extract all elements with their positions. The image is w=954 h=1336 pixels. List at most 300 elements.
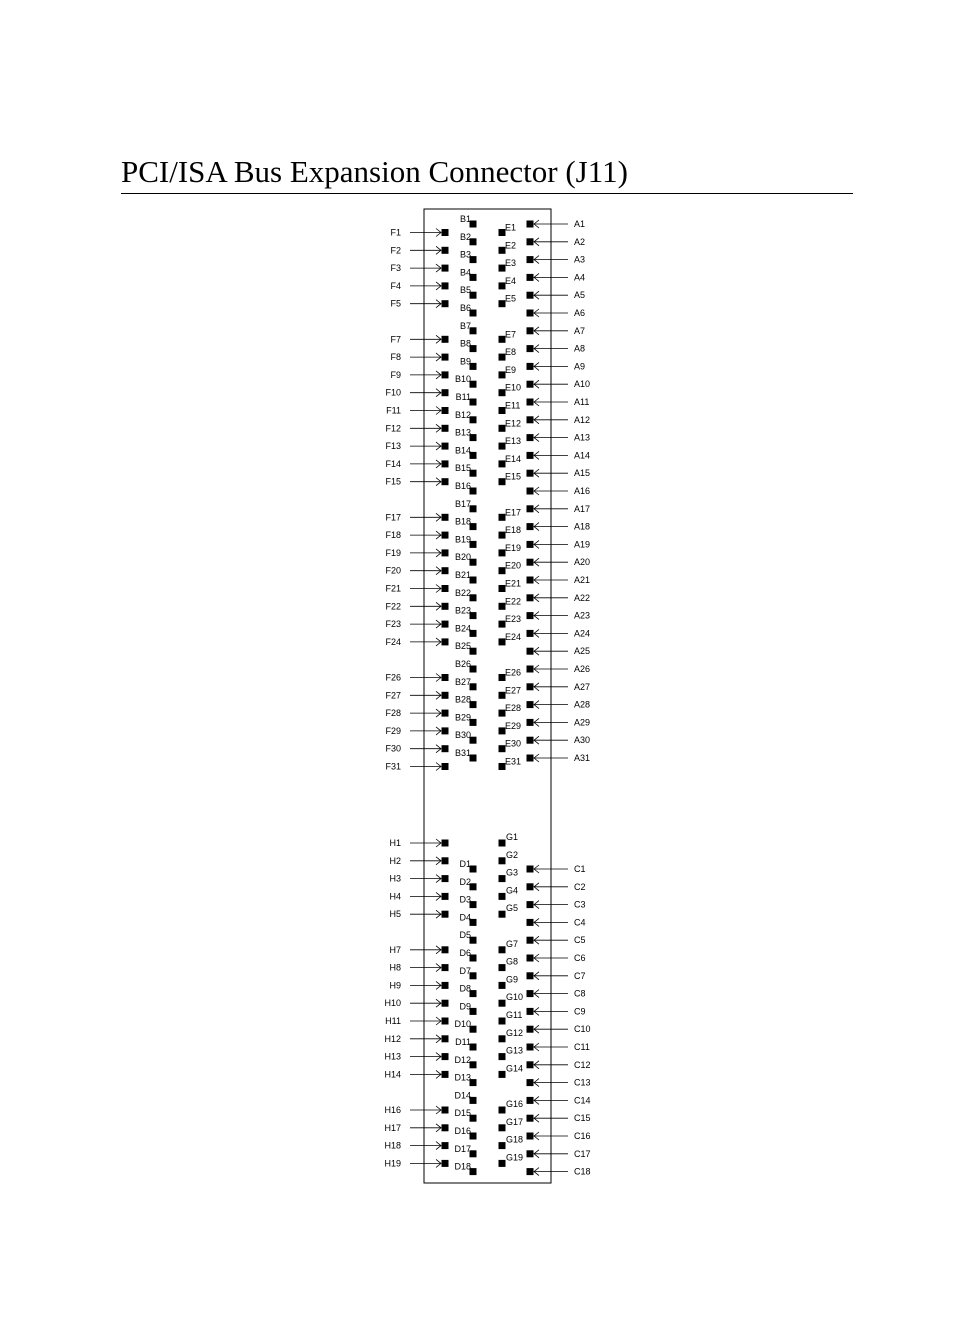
pin-a5-pad <box>527 292 534 299</box>
pin-a9-label: A9 <box>574 361 586 372</box>
pin-f17-pad <box>442 514 449 521</box>
pin-e3-label: E3 <box>505 258 517 269</box>
pin-f26-label: F26 <box>385 672 401 683</box>
pin-g4-label: G4 <box>506 885 519 896</box>
pin-a23-pad <box>527 612 534 619</box>
pin-c6-label: C6 <box>574 953 586 963</box>
pin-c4-label: C4 <box>574 917 586 928</box>
pin-g7-pad <box>499 946 506 953</box>
pin-a31-pad <box>527 755 534 762</box>
pin-f23-pad <box>442 621 449 628</box>
pin-f7-pad <box>442 336 449 343</box>
page-title: PCI/ISA Bus Expansion Connector (J11) <box>121 154 628 189</box>
pin-c10-pad <box>527 1026 534 1033</box>
pin-a24-pad <box>527 630 534 637</box>
pin-b24-label: B24 <box>454 623 471 634</box>
pin-c17-pad <box>527 1150 534 1157</box>
pin-b29-label: B29 <box>454 712 471 723</box>
pin-c5-label: C5 <box>574 935 586 946</box>
pin-g11-pad <box>499 1018 506 1025</box>
pin-h12-label: H12 <box>384 1033 401 1044</box>
pin-f9-pad <box>442 371 449 378</box>
pin-g4-pad <box>499 893 506 900</box>
pin-a19-pad <box>527 541 534 548</box>
pin-c16-pad <box>527 1133 534 1140</box>
pin-d11-label: D11 <box>455 1037 471 1047</box>
pin-f22-pad <box>442 603 449 610</box>
pin-f18-pad <box>442 532 449 539</box>
pin-c13-pad <box>527 1079 534 1086</box>
pin-b17-label: B17 <box>454 498 471 509</box>
pin-a2-label: A2 <box>574 236 586 247</box>
pin-c7-pad <box>527 972 534 979</box>
pin-a10-label: A10 <box>574 379 591 390</box>
pin-a15-label: A15 <box>574 468 591 479</box>
pin-f20-pad <box>442 567 449 574</box>
pin-a3-label: A3 <box>574 254 586 265</box>
pin-g9-label: G9 <box>506 974 519 985</box>
pin-h12-pad <box>442 1035 449 1042</box>
pin-g11-label: G11 <box>506 1010 523 1020</box>
pin-c8-label: C8 <box>574 988 586 999</box>
pin-f9-label: F9 <box>390 369 401 380</box>
pin-b31-label: B31 <box>454 748 471 758</box>
pin-c12-pad <box>527 1061 534 1068</box>
pin-f26-pad <box>442 674 449 681</box>
pin-a26-pad <box>527 666 534 673</box>
pin-e29-label: E29 <box>505 720 522 731</box>
pin-h18-pad <box>442 1142 449 1149</box>
pin-d8-label: D8 <box>459 983 471 994</box>
pin-f27-pad <box>442 692 449 699</box>
pin-g1-label: G1 <box>506 832 519 842</box>
pin-f10-label: F10 <box>385 387 401 398</box>
pin-h10-pad <box>442 1000 449 1007</box>
pin-b7-label: B7 <box>459 320 471 331</box>
pin-a14-label: A14 <box>574 450 591 461</box>
pin-h7-pad <box>442 946 449 953</box>
pin-a5-label: A5 <box>574 290 586 301</box>
pin-h9-label: H9 <box>389 980 401 991</box>
pin-e2-label: E2 <box>505 240 517 251</box>
pin-c2-pad <box>527 883 534 890</box>
pin-g16-pad <box>499 1107 506 1114</box>
pin-c2-label: C2 <box>574 881 586 892</box>
pin-e1-label: E1 <box>505 222 517 233</box>
pin-a7-label: A7 <box>574 325 586 336</box>
pin-h8-pad <box>442 964 449 971</box>
pin-a30-pad <box>527 737 534 744</box>
pin-e9-label: E9 <box>505 364 517 375</box>
pin-f13-pad <box>442 443 449 450</box>
pin-g3-pad <box>499 875 506 882</box>
pin-f29-pad <box>442 727 449 734</box>
pin-f29-label: F29 <box>385 725 401 736</box>
pin-f4-pad <box>442 282 449 289</box>
pin-h16-pad <box>442 1107 449 1114</box>
connector-pins <box>384 214 590 1177</box>
pin-a18-label: A18 <box>574 521 591 532</box>
pin-g8-label: G8 <box>506 956 519 967</box>
pin-f15-label: F15 <box>385 476 401 487</box>
pin-b16-label: B16 <box>454 481 471 491</box>
pin-e24-label: E24 <box>505 631 522 642</box>
pin-b8-label: B8 <box>459 338 471 349</box>
pin-a2-pad <box>527 238 534 245</box>
pin-a15-pad <box>527 470 534 477</box>
pin-a25-pad <box>527 648 534 655</box>
pin-c11-pad <box>527 1044 534 1051</box>
pin-e17-label: E17 <box>505 507 522 518</box>
pin-d16-label: D16 <box>454 1126 471 1136</box>
pin-d4-label: D4 <box>459 912 471 923</box>
pin-a27-pad <box>527 683 534 690</box>
pin-e18-label: E18 <box>505 525 522 536</box>
pin-c5-pad <box>527 937 534 944</box>
pin-d14-label: D14 <box>454 1090 471 1101</box>
pin-h7-label: H7 <box>389 944 401 955</box>
pin-g13-pad <box>499 1053 506 1060</box>
pin-d17-label: D17 <box>454 1143 471 1154</box>
pin-c11-label: C11 <box>574 1042 590 1052</box>
pin-f5-label: F5 <box>390 298 401 309</box>
pin-d6-label: D6 <box>459 948 471 958</box>
pin-h2-label: H2 <box>389 855 401 866</box>
pin-f14-label: F14 <box>385 458 401 469</box>
pin-c3-label: C3 <box>574 899 586 910</box>
pin-b5-label: B5 <box>459 285 471 296</box>
pin-f1-pad <box>442 229 449 236</box>
pin-a8-pad <box>527 345 534 352</box>
pin-a11-pad <box>527 399 534 406</box>
pin-a1-label: A1 <box>574 219 586 229</box>
pin-a1-pad <box>527 221 534 228</box>
pin-f21-label: F21 <box>385 583 401 594</box>
pin-a4-pad <box>527 274 534 281</box>
pin-a6-label: A6 <box>574 308 586 318</box>
pin-h2-pad <box>442 857 449 864</box>
pin-b28-label: B28 <box>454 694 471 705</box>
pin-a20-pad <box>527 559 534 566</box>
pin-a13-pad <box>527 434 534 441</box>
pin-e12-label: E12 <box>505 418 522 429</box>
pin-b13-label: B13 <box>454 427 471 438</box>
pin-f5-pad <box>442 300 449 307</box>
pin-a19-label: A19 <box>574 539 591 550</box>
pin-d15-label: D15 <box>454 1108 471 1119</box>
pin-f24-pad <box>442 638 449 645</box>
pin-a14-pad <box>527 452 534 459</box>
pin-c8-pad <box>527 990 534 997</box>
pin-b10-label: B10 <box>454 374 471 385</box>
pin-a25-label: A25 <box>574 646 591 657</box>
pin-h11-pad <box>442 1018 449 1025</box>
pin-d13-label: D13 <box>454 1072 471 1083</box>
pin-h5-label: H5 <box>389 909 401 920</box>
pin-g1-pad <box>499 840 506 847</box>
pin-a31-label: A31 <box>574 753 591 763</box>
pin-e28-label: E28 <box>505 703 522 714</box>
pin-a8-label: A8 <box>574 343 586 354</box>
pin-e22-label: E22 <box>505 596 522 607</box>
pin-g12-label: G12 <box>506 1027 524 1038</box>
pin-a6-pad <box>527 310 534 317</box>
pin-a22-pad <box>527 594 534 601</box>
pin-c15-label: C15 <box>574 1113 591 1124</box>
pin-h9-pad <box>442 982 449 989</box>
pin-f18-label: F18 <box>385 530 401 541</box>
pin-h5-pad <box>442 911 449 918</box>
pin-e14-label: E14 <box>505 453 522 464</box>
pin-c3-pad <box>527 901 534 908</box>
pin-a11-label: A11 <box>574 397 590 407</box>
pin-f2-label: F2 <box>390 245 401 256</box>
pin-f8-label: F8 <box>390 352 401 363</box>
pin-h4-pad <box>442 893 449 900</box>
pin-f14-pad <box>442 460 449 467</box>
pin-b2-label: B2 <box>459 231 471 242</box>
pin-a16-label: A16 <box>574 486 591 496</box>
pin-f17-label: F17 <box>385 512 401 523</box>
pin-f12-pad <box>442 425 449 432</box>
pin-b25-label: B25 <box>454 641 471 652</box>
pin-b1-label: B1 <box>459 214 471 224</box>
pin-f22-label: F22 <box>385 601 401 612</box>
pin-c9-pad <box>527 1008 534 1015</box>
pin-b23-label: B23 <box>454 605 471 616</box>
pin-a30-label: A30 <box>574 735 591 746</box>
pin-f11-label: F11 <box>386 405 401 416</box>
pin-h17-label: H17 <box>384 1122 401 1133</box>
pin-c7-label: C7 <box>574 970 586 981</box>
pin-h3-label: H3 <box>389 873 401 884</box>
pin-e4-label: E4 <box>505 275 517 286</box>
pin-g16-label: G16 <box>506 1099 524 1109</box>
pin-a12-label: A12 <box>574 414 591 425</box>
pin-b19-label: B19 <box>454 534 471 545</box>
pin-b14-label: B14 <box>454 445 471 456</box>
pin-f10-pad <box>442 389 449 396</box>
pin-e23-label: E23 <box>505 614 522 625</box>
pin-f4-label: F4 <box>390 280 401 291</box>
pin-a4-label: A4 <box>574 272 586 283</box>
pin-e31-label: E31 <box>505 756 522 767</box>
pin-a29-pad <box>527 719 534 726</box>
pin-a18-pad <box>527 523 534 530</box>
pin-h17-pad <box>442 1124 449 1131</box>
pin-f1-label: F1 <box>390 227 401 238</box>
pin-h13-pad <box>442 1053 449 1060</box>
pin-b20-label: B20 <box>454 552 471 563</box>
pin-h14-pad <box>442 1071 449 1078</box>
pin-a17-label: A17 <box>574 503 591 514</box>
pin-a29-label: A29 <box>574 717 591 728</box>
pin-f11-pad <box>442 407 449 414</box>
pin-e11-label: E11 <box>505 400 521 411</box>
pin-e5-label: E5 <box>505 293 517 304</box>
pin-a17-pad <box>527 505 534 512</box>
pin-e26-label: E26 <box>505 667 522 678</box>
pin-b18-label: B18 <box>454 516 471 527</box>
pin-a22-label: A22 <box>574 592 591 603</box>
pin-c1-label: C1 <box>574 864 586 874</box>
pin-a20-label: A20 <box>574 557 591 568</box>
pin-c6-pad <box>527 955 534 962</box>
pin-a3-pad <box>527 256 534 263</box>
pin-a26-label: A26 <box>574 664 591 674</box>
pin-e15-label: E15 <box>505 471 522 482</box>
pin-c16-label: C16 <box>574 1131 591 1141</box>
pin-c13-label: C13 <box>574 1077 591 1088</box>
pin-d18-label: D18 <box>454 1161 471 1172</box>
pin-b21-label: B21 <box>454 570 471 580</box>
pin-g5-pad <box>499 911 506 918</box>
pin-d7-label: D7 <box>459 965 471 976</box>
pin-a21-pad <box>527 577 534 584</box>
pin-c1-pad <box>527 866 534 873</box>
pin-f21-pad <box>442 585 449 592</box>
pin-c9-label: C9 <box>574 1006 586 1017</box>
pin-c4-pad <box>527 919 534 926</box>
pin-g18-pad <box>499 1142 506 1149</box>
pin-g9-pad <box>499 982 506 989</box>
pin-g7-label: G7 <box>506 938 519 949</box>
pin-h4-label: H4 <box>389 891 401 902</box>
pin-f13-label: F13 <box>385 441 401 452</box>
pin-f15-pad <box>442 478 449 485</box>
pin-a10-pad <box>527 381 534 388</box>
pin-f31-pad <box>442 763 449 770</box>
pin-e21-label: E21 <box>505 578 522 589</box>
pin-c18-label: C18 <box>574 1166 591 1177</box>
pin-h14-label: H14 <box>384 1069 401 1080</box>
pin-f3-label: F3 <box>390 263 401 274</box>
pin-c12-label: C12 <box>574 1059 591 1070</box>
pin-f30-label: F30 <box>385 743 401 754</box>
pin-b30-label: B30 <box>454 730 471 741</box>
pin-a9-pad <box>527 363 534 370</box>
pin-f19-label: F19 <box>385 547 401 558</box>
pin-g8-pad <box>499 964 506 971</box>
pin-a27-label: A27 <box>574 681 591 692</box>
pin-e20-label: E20 <box>505 560 522 571</box>
pin-f12-label: F12 <box>385 423 401 434</box>
pin-g14-label: G14 <box>506 1063 524 1074</box>
pin-b27-label: B27 <box>454 676 471 687</box>
pin-f2-pad <box>442 247 449 254</box>
pin-f19-pad <box>442 549 449 556</box>
pin-g19-label: G19 <box>506 1152 524 1163</box>
pin-e8-label: E8 <box>505 347 517 358</box>
pin-a12-pad <box>527 416 534 423</box>
pin-g17-label: G17 <box>506 1116 524 1127</box>
pin-b6-label: B6 <box>459 303 471 313</box>
pin-h3-pad <box>442 875 449 882</box>
pin-a28-pad <box>527 701 534 708</box>
pin-b26-label: B26 <box>454 659 471 669</box>
pin-a16-pad <box>527 488 534 495</box>
pin-a24-label: A24 <box>574 628 591 639</box>
pin-f3-pad <box>442 265 449 272</box>
pin-d9-label: D9 <box>459 1001 471 1012</box>
pin-g2-label: G2 <box>506 849 519 860</box>
pin-g10-label: G10 <box>506 992 524 1003</box>
pin-g2-pad <box>499 857 506 864</box>
pin-f7-label: F7 <box>390 334 401 345</box>
pin-c15-pad <box>527 1115 534 1122</box>
pin-b4-label: B4 <box>459 267 471 278</box>
pin-e30-label: E30 <box>505 738 522 749</box>
pin-h18-label: H18 <box>384 1140 401 1151</box>
pin-d10-label: D10 <box>454 1019 471 1030</box>
pin-f23-label: F23 <box>385 619 401 630</box>
pin-b15-label: B15 <box>454 463 471 474</box>
pin-f30-pad <box>442 745 449 752</box>
pin-d1-label: D1 <box>459 859 471 869</box>
pin-h1-label: H1 <box>389 838 401 848</box>
pin-h13-label: H13 <box>384 1051 401 1062</box>
pin-d3-label: D3 <box>459 894 471 905</box>
pin-g3-label: G3 <box>506 867 519 878</box>
pin-b12-label: B12 <box>454 409 471 420</box>
pin-h1-pad <box>442 840 449 847</box>
pin-g19-pad <box>499 1160 506 1167</box>
pin-a23-label: A23 <box>574 610 591 621</box>
pin-e10-label: E10 <box>505 382 522 393</box>
pin-g18-label: G18 <box>506 1134 524 1145</box>
pin-h10-label: H10 <box>384 998 401 1009</box>
pin-c14-pad <box>527 1097 534 1104</box>
pin-g5-label: G5 <box>506 903 519 914</box>
pin-e13-label: E13 <box>505 436 522 447</box>
pin-h16-label: H16 <box>384 1105 401 1115</box>
pin-e27-label: E27 <box>505 685 522 696</box>
pin-f20-label: F20 <box>385 565 401 576</box>
pin-f28-pad <box>442 710 449 717</box>
pin-h8-label: H8 <box>389 962 401 973</box>
pin-f27-label: F27 <box>385 690 401 701</box>
pin-c18-pad <box>527 1168 534 1175</box>
pin-a21-label: A21 <box>574 575 591 585</box>
pin-a13-label: A13 <box>574 432 591 443</box>
pin-e7-label: E7 <box>505 329 517 340</box>
pin-d2-label: D2 <box>459 876 471 887</box>
pin-h11-label: H11 <box>385 1016 401 1026</box>
pin-d12-label: D12 <box>454 1054 471 1065</box>
pin-b9-label: B9 <box>459 356 471 367</box>
pin-f24-label: F24 <box>385 636 401 647</box>
pin-e19-label: E19 <box>505 542 522 553</box>
pin-g12-pad <box>499 1035 506 1042</box>
pin-c10-label: C10 <box>574 1024 591 1035</box>
pin-g17-pad <box>499 1124 506 1131</box>
pin-d5-label: D5 <box>459 930 471 941</box>
pin-a7-pad <box>527 327 534 334</box>
pin-f28-label: F28 <box>385 708 401 719</box>
pin-f8-pad <box>442 354 449 361</box>
pin-g10-pad <box>499 1000 506 1007</box>
pin-c14-label: C14 <box>574 1095 591 1106</box>
pin-a28-label: A28 <box>574 699 591 710</box>
pin-b22-label: B22 <box>454 587 471 598</box>
pin-b11-label: B11 <box>455 392 471 402</box>
pin-f31-label: F31 <box>385 761 401 772</box>
pin-b3-label: B3 <box>459 249 471 260</box>
pin-c17-label: C17 <box>574 1148 591 1159</box>
pin-h19-label: H19 <box>384 1158 401 1169</box>
pin-g13-label: G13 <box>506 1045 524 1056</box>
pin-h19-pad <box>442 1160 449 1167</box>
